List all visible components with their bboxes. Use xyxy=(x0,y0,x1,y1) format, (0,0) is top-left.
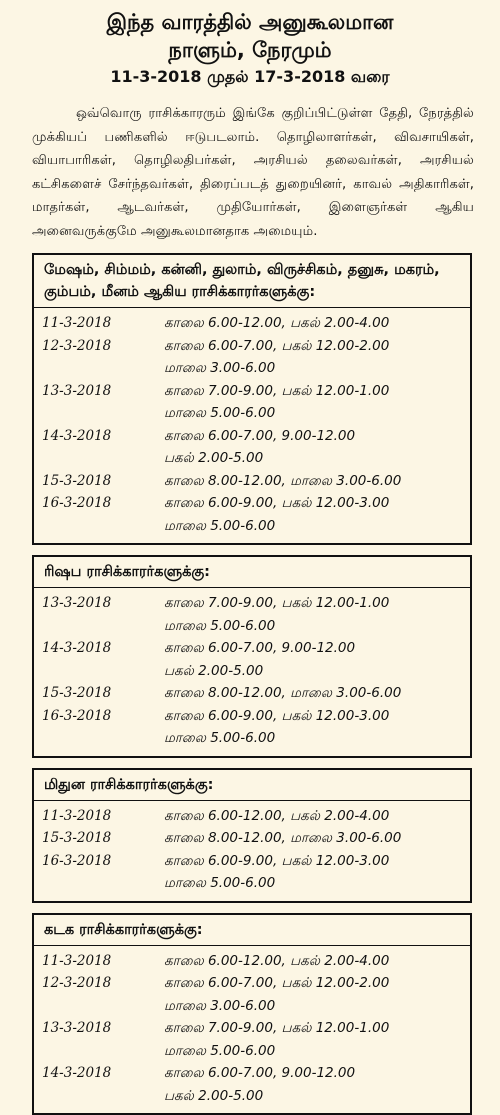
schedule-date: 11-3-2018 xyxy=(34,950,164,973)
schedule-times xyxy=(164,805,470,828)
time-slot-line: காலை 6.00-7.00, 9.00-12.00 xyxy=(164,425,470,448)
time-slot-line: மாலை 5.00-6.00 xyxy=(164,515,470,538)
schedule-times xyxy=(164,827,470,850)
schedule-date: 15-3-2018 xyxy=(34,470,164,493)
time-slot-line: காலை 6.00-12.00, பகல் 2.00-4.00 xyxy=(164,805,470,828)
schedule-date: 15-3-2018 xyxy=(34,827,164,850)
schedule-times xyxy=(164,592,470,637)
schedule-date: 14-3-2018 xyxy=(34,1062,164,1107)
time-slot-line: காலை 6.00-7.00, 9.00-12.00 xyxy=(164,637,470,660)
schedule-row xyxy=(34,850,470,895)
schedule-date: 12-3-2018 xyxy=(34,972,164,1017)
schedule-date: 11-3-2018 xyxy=(34,312,164,335)
section-heading: மேஷம், சிம்மம், கன்னி, துலாம், விருச்சிகம், தனுசு, மகரம், கும்பம், மீனம் ஆகிய ராசிக்காரர்களுக்கு: xyxy=(34,255,470,308)
rasi-sections xyxy=(0,253,500,1115)
schedule-row xyxy=(34,972,470,1017)
time-slot-line: காலை 8.00-12.00, மாலை 3.00-6.00 xyxy=(164,682,470,705)
time-slot-line: பகல் 2.00-5.00 xyxy=(164,447,470,470)
schedule-row xyxy=(34,470,470,493)
schedule-date: 11-3-2018 xyxy=(34,805,164,828)
rasi-section xyxy=(32,555,472,758)
schedule-date: 15-3-2018 xyxy=(34,682,164,705)
schedule-row xyxy=(34,492,470,537)
time-slot-line: மாலை 3.00-6.00 xyxy=(164,995,470,1018)
time-slot-line: காலை 8.00-12.00, மாலை 3.00-6.00 xyxy=(164,470,470,493)
schedule-row xyxy=(34,950,470,973)
intro-paragraph: ஒவ்வொரு ராசிக்காரரும் இங்கே குறிப்பிட்டுள்ள தேதி, நேரத்தில் முக்கியப் பணிகளில் ஈடுபடலாம். தொழிலாளர்கள், விவசாயிகள், வியாபாரிகள், தொழிலதிபர்கள், அரசியல் தலைவர்கள், அரசியல் கட்சிகளைச் சேர்ந்தவர்கள், திரைப்படத் துறையினர், காவல் அதிகாரிகள், மாதர்கள், ஆடவர்கள், முதியோர்கள், இளைஞர்கள் ஆகிய அனைவருக்குமே அனுகூலமானதாக அமையும். xyxy=(32,102,474,243)
rasi-section xyxy=(32,913,472,1115)
schedule-times xyxy=(164,312,470,335)
schedule-times xyxy=(164,972,470,1017)
time-slot-line: காலை 6.00-12.00, பகல் 2.00-4.00 xyxy=(164,312,470,335)
schedule-date: 12-3-2018 xyxy=(34,335,164,380)
schedule-row xyxy=(34,805,470,828)
schedule-times xyxy=(164,380,470,425)
time-slot-line: மாலை 3.00-6.00 xyxy=(164,357,470,380)
schedule-row xyxy=(34,335,470,380)
time-slot-line: காலை 8.00-12.00, மாலை 3.00-6.00 xyxy=(164,827,470,850)
schedule-times xyxy=(164,950,470,973)
time-slot-line: மாலை 5.00-6.00 xyxy=(164,402,470,425)
section-heading: கடக ராசிக்காரர்களுக்கு: xyxy=(34,915,470,946)
schedule-times xyxy=(164,492,470,537)
time-slot-line: மாலை 5.00-6.00 xyxy=(164,727,470,750)
time-slot-line: காலை 6.00-9.00, பகல் 12.00-3.00 xyxy=(164,850,470,873)
time-slot-line: மாலை 5.00-6.00 xyxy=(164,872,470,895)
schedule-date: 16-3-2018 xyxy=(34,850,164,895)
schedule-times xyxy=(164,682,470,705)
schedule-row xyxy=(34,425,470,470)
schedule-row xyxy=(34,380,470,425)
time-slot-line: மாலை 5.00-6.00 xyxy=(164,1040,470,1063)
time-slot-line: காலை 7.00-9.00, பகல் 12.00-1.00 xyxy=(164,592,470,615)
schedule-rows xyxy=(34,946,470,1114)
time-slot-line: பகல் 2.00-5.00 xyxy=(164,1085,470,1108)
time-slot-line: பகல் 2.00-5.00 xyxy=(164,660,470,683)
schedule-times xyxy=(164,425,470,470)
time-slot-line: காலை 6.00-7.00, பகல் 12.00-2.00 xyxy=(164,972,470,995)
schedule-date: 13-3-2018 xyxy=(34,1017,164,1062)
schedule-row xyxy=(34,1062,470,1107)
schedule-times xyxy=(164,1017,470,1062)
time-slot-line: காலை 6.00-9.00, பகல் 12.00-3.00 xyxy=(164,705,470,728)
schedule-times xyxy=(164,637,470,682)
schedule-times xyxy=(164,1062,470,1107)
time-slot-line: காலை 7.00-9.00, பகல் 12.00-1.00 xyxy=(164,380,470,403)
time-slot-line: காலை 6.00-7.00, பகல் 12.00-2.00 xyxy=(164,335,470,358)
schedule-row xyxy=(34,705,470,750)
schedule-date: 13-3-2018 xyxy=(34,592,164,637)
schedule-date: 16-3-2018 xyxy=(34,492,164,537)
schedule-date: 13-3-2018 xyxy=(34,380,164,425)
schedule-times xyxy=(164,850,470,895)
schedule-row xyxy=(34,637,470,682)
rasi-section xyxy=(32,768,472,903)
time-slot-line: காலை 6.00-9.00, பகல் 12.00-3.00 xyxy=(164,492,470,515)
schedule-row xyxy=(34,592,470,637)
schedule-row xyxy=(34,1017,470,1062)
time-slot-line: காலை 6.00-7.00, 9.00-12.00 xyxy=(164,1062,470,1085)
schedule-rows xyxy=(34,801,470,901)
schedule-times xyxy=(164,335,470,380)
schedule-row xyxy=(34,312,470,335)
rasi-section xyxy=(32,253,472,545)
schedule-date: 16-3-2018 xyxy=(34,705,164,750)
schedule-rows xyxy=(34,308,470,543)
page-title-line2: நாளும், நேரமும் xyxy=(0,36,500,64)
section-heading: மிதுன ராசிக்காரர்களுக்கு: xyxy=(34,770,470,801)
schedule-date: 14-3-2018 xyxy=(34,637,164,682)
date-range-subtitle: 11-3-2018 முதல் 17-3-2018 வரை xyxy=(0,66,500,88)
time-slot-line: மாலை 5.00-6.00 xyxy=(164,615,470,638)
section-heading: ரிஷப ராசிக்காரர்களுக்கு: xyxy=(34,557,470,588)
schedule-rows xyxy=(34,588,470,756)
time-slot-line: காலை 6.00-12.00, பகல் 2.00-4.00 xyxy=(164,950,470,973)
schedule-row xyxy=(34,827,470,850)
page-title-line1: இந்த வாரத்தில் அனுகூலமான xyxy=(0,0,500,36)
schedule-times xyxy=(164,470,470,493)
schedule-times xyxy=(164,705,470,750)
schedule-date: 14-3-2018 xyxy=(34,425,164,470)
time-slot-line: காலை 7.00-9.00, பகல் 12.00-1.00 xyxy=(164,1017,470,1040)
schedule-row xyxy=(34,682,470,705)
